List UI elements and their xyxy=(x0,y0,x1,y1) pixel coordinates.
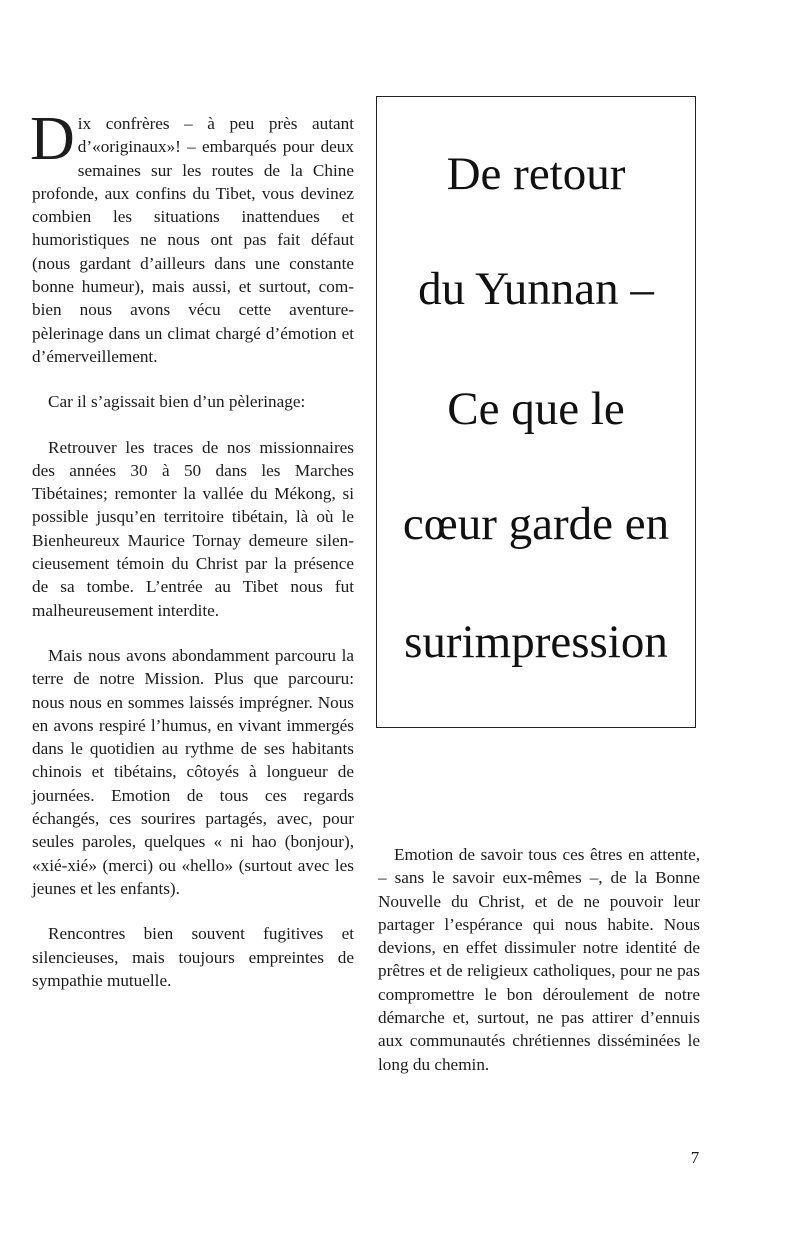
title-line: du Yunnan – xyxy=(418,263,654,315)
body-paragraph: Rencontres bien souvent fugitives et silencieuses, mais toujours empreintes de sympathie mutuelle. xyxy=(32,924,354,990)
body-paragraph: Emotion de savoir tous ces êtres en attente, – sans le savoir eux-mêmes –, de la Bonne Nouvelle du Christ, et de ne pouvoir leur partager l’espérance qui nous habite. Nous devions, en effet dissimuler notre identité de prêtres et de religieux catholiques, pour ne pas compromettre le bon déroulement de notre démarche et, surtout, ne pas attirer d’ennuis aux communautés chrétiennes disséminées le long du chemin. xyxy=(378,845,700,1074)
paragraph-text: ix confrères – à peu près autant d’«originaux»! – embarqués pour deux semaines sur les routes de la Chine profonde, aux confins du Tibet, vous devinez combien les situations inattendues et humoristiques ne nous ont pas fait défaut (nous gardant d’ailleurs dans une constante bonne humeur), mais aussi, et surtout, combien nous avons vécu cette aventure-pèlerinage dans un climat chargé d’émotion et d’émerveillement. xyxy=(32,114,354,366)
title-line: surimpression xyxy=(404,616,668,668)
page-number: 7 xyxy=(690,1148,700,1167)
right-column xyxy=(378,843,700,1098)
left-column xyxy=(30,105,354,1014)
body-paragraph: Car il s’agissait bien d’un pèlerinage: xyxy=(48,392,306,412)
title-line: cœur garde en xyxy=(402,498,670,550)
body-paragraph xyxy=(30,105,354,368)
title-line: Ce que le xyxy=(447,383,625,435)
title-box xyxy=(376,96,696,728)
drop-cap: D xyxy=(30,105,75,173)
title-line: De retour xyxy=(446,148,626,200)
body-paragraph: Mais nous avons abondamment parcouru la terre de notre Mission. Plus que parcouru: nous nous en sommes laissés imprégner. Nous en avons respiré l’humus, en vivant immergés dans le quotidien au rythme de ses habitants chinois et tibétains, côtoyés à longueur de journées. Emotion de tous ces regards échangés, ces sourires partagés, avec, pour seules paroles, quelques « ni hao (bonjour), «xié-xié» (merci) ou «hello» (surtout avec les jeunes et les enfants). xyxy=(32,645,354,898)
body-paragraph: Retrouver les traces de nos missionnaires des années 30 à 50 dans les Marches Tibétaines; remonter la vallée du Mékong, si possible jusqu’en territoire tibétain, là où le Bienheureux Maurice Tornay demeure silencieusement témoin du Christ par la présence de sa tombe. L’entrée au Tibet nous fut malheureusement interdite. xyxy=(32,437,354,620)
